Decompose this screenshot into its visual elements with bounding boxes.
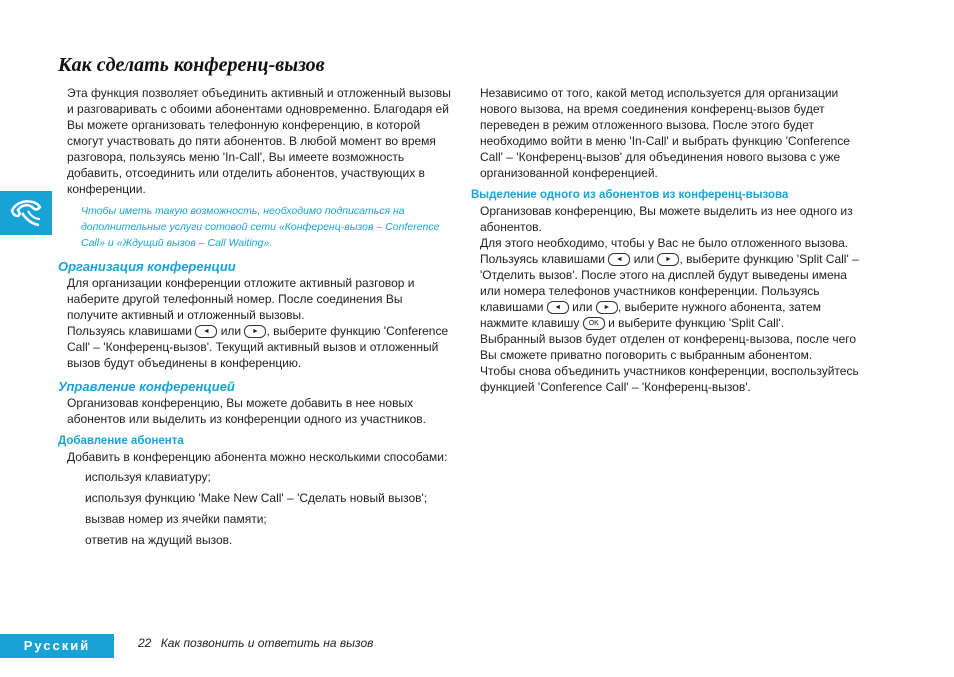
left-column xyxy=(58,85,453,549)
phone-handset-icon xyxy=(8,197,44,229)
right-key-icon: ► xyxy=(657,253,679,266)
page-number: 22 xyxy=(138,636,152,650)
organize-paragraph: Для организации конференции отложите активный разговор и наберите другой телефонный номер. После соединения Вы получите активный и отложенный вызовы. xyxy=(67,276,415,322)
page-title: Как сделать конференц-вызов xyxy=(58,54,325,76)
language-label: Русский xyxy=(0,634,114,658)
chapter-title: Как позвонить и ответить на вызов xyxy=(160,636,374,650)
split-paragraph-1: Организовав конференцию, Вы можете выделить из нее одного из абонентов. xyxy=(480,204,853,234)
add-paragraph: Добавить в конференцию абонента можно несколькими способами: xyxy=(67,450,448,464)
list-item: используя функцию 'Make New Call' – 'Сделать новый вызов'; xyxy=(85,491,428,505)
section-tab xyxy=(0,191,52,235)
list-item: используя клавиатуру; xyxy=(85,470,211,484)
right-key-icon: ► xyxy=(596,301,618,314)
heading-organize: Организация конференции xyxy=(58,259,236,274)
right-column xyxy=(471,85,865,395)
left-key-icon: ◄ xyxy=(195,325,217,338)
left-key-icon: ◄ xyxy=(547,301,569,314)
method-paragraph: Независимо от того, какой метод используется для организации нового вызова, на время соединения конференц-вызов будет переведен в режим отложенного вызова. После этого будет необходимо войти в меню 'In-Call' и выбрать функцию 'Conference Call' – 'Конференц-вызов' для объединения нового вызова с уже организованной конференцией. xyxy=(480,86,850,180)
list-item: ответив на ждущий вызов. xyxy=(85,533,233,547)
heading-split: Выделение одного из абонентов из конференц-вызова xyxy=(471,189,789,201)
organize-keys-paragraph: Пользуясь клавишами ◄ или ► , выберите функцию 'Conference Call' – 'Конференц-вызов'. Текущий активный вызов и отложенный вызов будут объединены в конференцию. xyxy=(67,324,449,370)
left-key-icon: ◄ xyxy=(608,253,630,266)
subscription-note: Чтобы иметь такую возможность, необходимо подписаться на дополнительные услуги сотовой сети «Конференц-вызов – Conference Call» и «Ждущий вызов – Call Waiting». xyxy=(81,205,440,249)
split-paragraph-3: Пользуясь клавишами ◄ или ► , выберите функцию 'Split Call' – 'Отделить вызов'. После этого на дисплей будут выведены имена или номера телефонов участников конференции. Пользуясь клавишами ◄ или ► , выберите нужного абонента, затем нажмите клавишу OK и выберите функцию 'Split Call'. xyxy=(480,252,859,330)
split-paragraph-2: Для этого необходимо, чтобы у Вас не было отложенного вызова. xyxy=(480,236,849,250)
split-paragraph-5: Чтобы снова объединить участников конференции, воспользуйтесь функцией 'Conference Call' – 'Конференц-вызов'. xyxy=(480,364,859,394)
split-paragraph-4: Выбранный вызов будет отделен от конференц-вызова, после чего Вы сможете приватно поговорить с выбранным абонентом. xyxy=(480,332,857,362)
list-item: вызвав номер из ячейки памяти; xyxy=(85,512,267,526)
page-footer xyxy=(138,634,373,652)
heading-manage: Управление конференцией xyxy=(58,379,235,394)
ok-key-icon: OK xyxy=(583,317,605,330)
right-key-icon: ► xyxy=(244,325,266,338)
manage-paragraph: Организовав конференцию, Вы можете добавить в нее новых абонентов или выделить из конференции одного из участников. xyxy=(67,396,426,426)
intro-paragraph: Эта функция позволяет объединить активный и отложенный вызовы и разговаривать с обоими абонентами одновременно. Благодаря ей Вы можете организовать телефонную конференцию, в которой смогут участвовать до пяти абонентов. В любой момент во время разговора, пользуясь меню 'In-Call', Вы имеете возможность добавить, отсоединить или отделить абонентов, участвующих в конференции. xyxy=(67,86,451,196)
heading-add: Добавление абонента xyxy=(58,435,184,447)
